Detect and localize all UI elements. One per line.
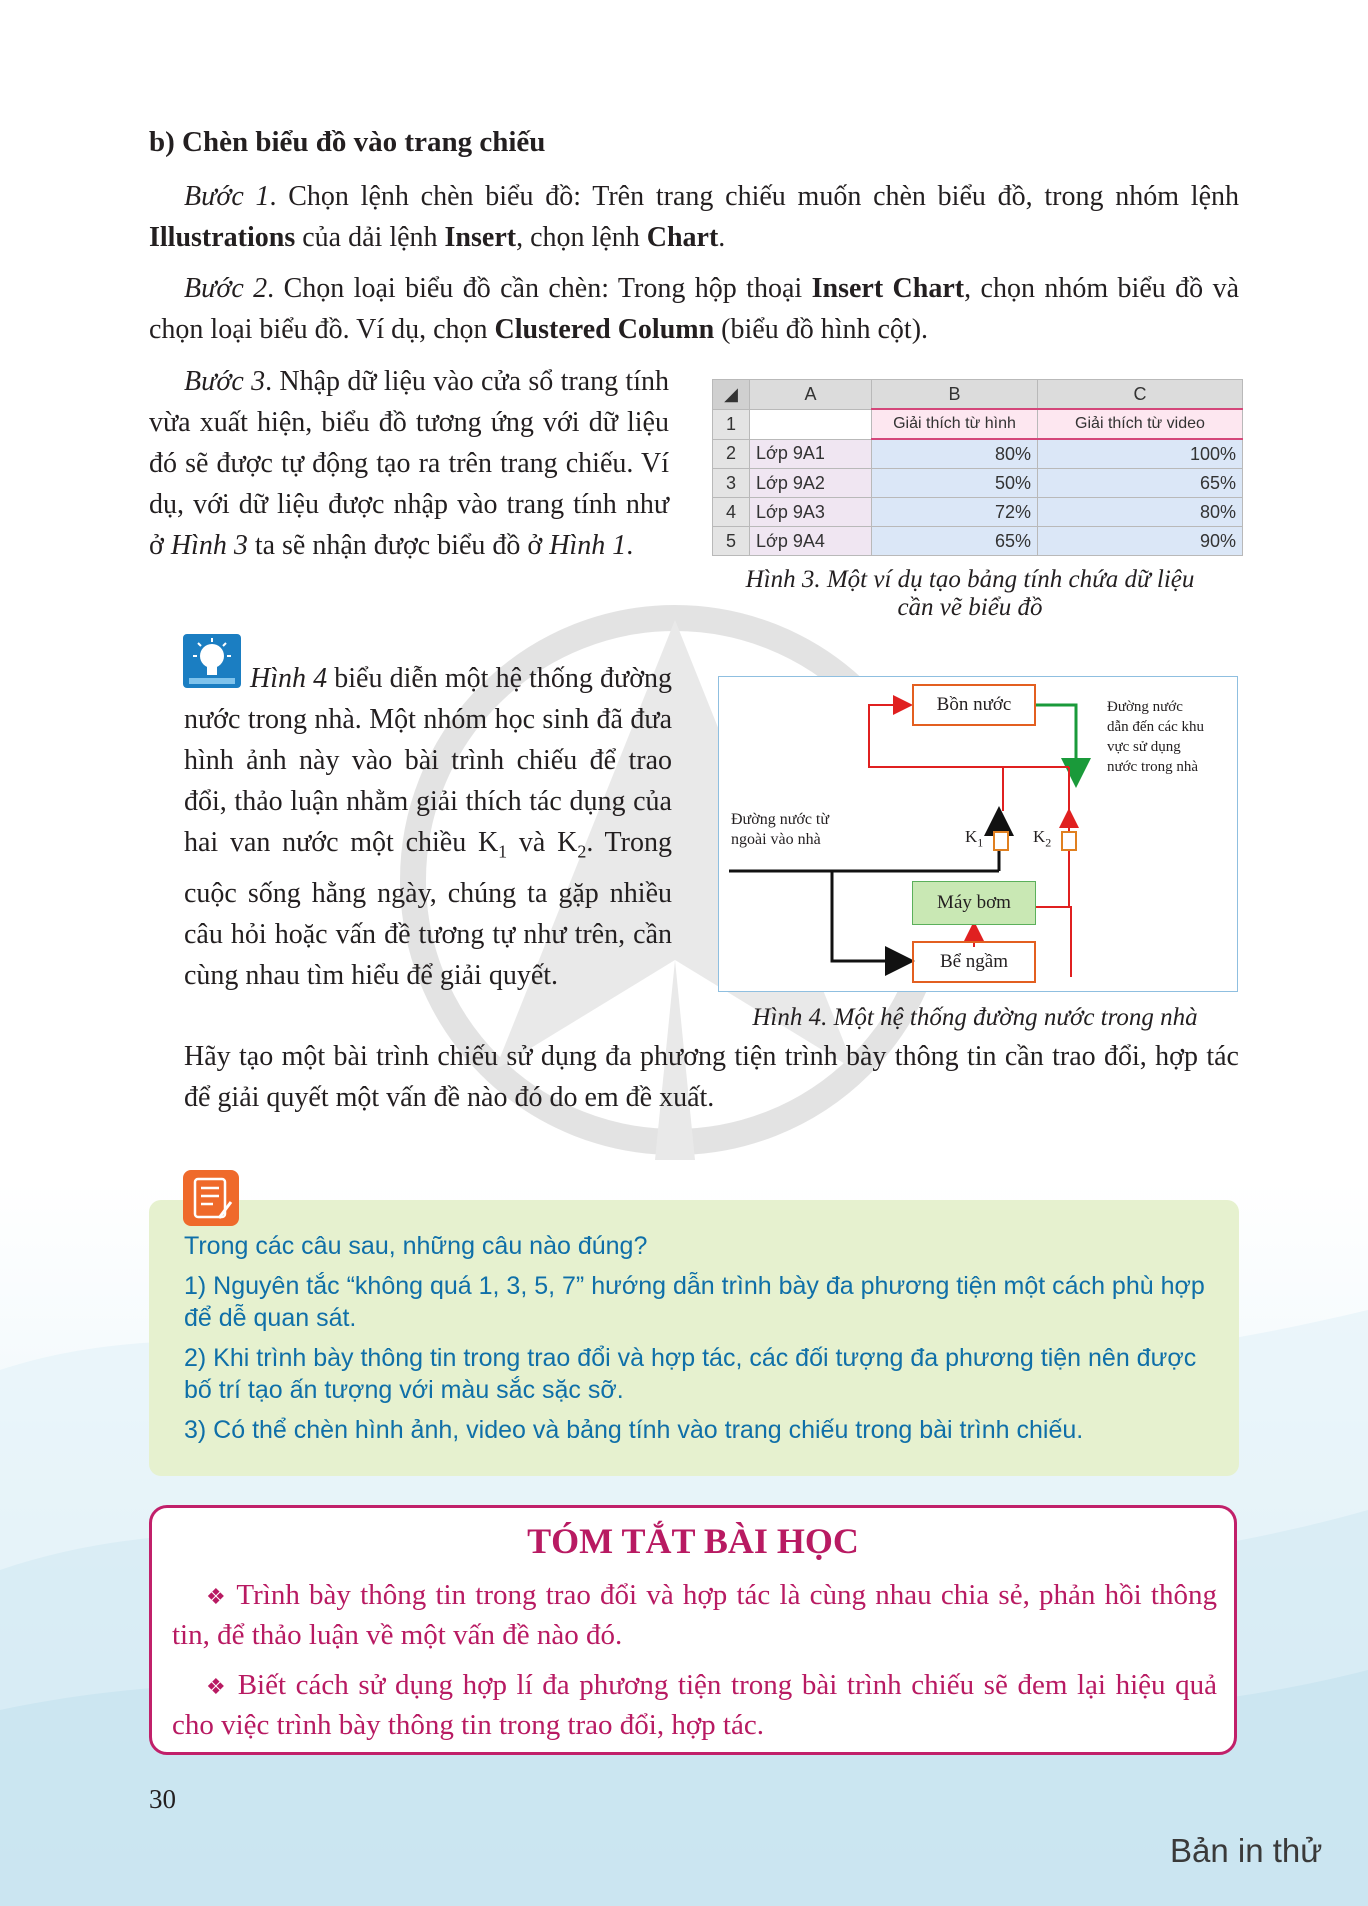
sheet-cell-value: 65%: [1038, 469, 1243, 498]
pump-box: Máy bơm: [912, 881, 1036, 925]
valve-k1-sub: 1: [977, 835, 984, 850]
step3-label: Bước 3: [184, 366, 266, 397]
sheet-cell-value: 65%: [872, 527, 1038, 556]
underground-tank-box: Bể ngầm: [912, 941, 1036, 983]
activity-text: và K: [507, 827, 578, 858]
tank-box: Bồn nước: [912, 684, 1036, 726]
activity-sub-k1: 1: [498, 841, 508, 862]
figure3-caption: [700, 566, 1240, 622]
table-row: [713, 498, 1243, 527]
activity-task-paragraph: [184, 1036, 1239, 1118]
table-row: [713, 527, 1243, 556]
sheet-header-c: Giải thích từ video: [1038, 409, 1243, 439]
valve-k2-label: [1033, 827, 1051, 852]
diamond-bullet-icon: ❖: [206, 1674, 229, 1699]
activity-sub-k2: 2: [577, 841, 587, 862]
figure3-caption-line1: Hình 3. Một ví dụ tạo bảng tính chứa dữ liệu: [745, 566, 1195, 593]
outlet-label-line: Đường nước: [1107, 699, 1183, 715]
activity-task-text: Hãy tạo một bài trình chiếu sử dụng đa phương tiện trình bày thông tin cần trao đổi, hợp tác để giải quyết một vấn đề nào đó do em đề xuất.: [184, 1041, 1239, 1113]
step3-text: ta sẽ nhận được biểu đồ ở: [247, 530, 550, 561]
step1-bold-chart: Chart: [646, 222, 719, 253]
sheet-cell-class: Lớp 9A2: [750, 469, 872, 498]
activity-ref-hinh4: Hình 4: [250, 663, 328, 694]
valve-k1-letter: K: [965, 827, 978, 846]
step2-paragraph: [149, 268, 1239, 350]
activity-paragraph: [184, 658, 672, 996]
figure4-caption: Hình 4. Một hệ thống đường nước trong nhà: [752, 1004, 1198, 1031]
step1-bold-illustrations: Illustrations: [149, 222, 296, 253]
sheet-corner: ◢: [713, 380, 750, 410]
sheet-cell-value: 80%: [1038, 498, 1243, 527]
sheet-row-number: 4: [713, 498, 750, 527]
spreadsheet-column-header-row: [713, 380, 1243, 410]
sheet-cell-a1: [750, 409, 872, 439]
outlet-label-line: nước trong nhà: [1107, 759, 1199, 775]
step1-text: của dải lệnh: [295, 222, 445, 253]
step2-text: (biểu đồ hình cột).: [714, 314, 929, 345]
question-item-3: 3) Có thể chèn hình ảnh, video và bảng tính vào trang chiếu trong bài trình chiếu.: [184, 1416, 1084, 1444]
valve-k2-sub: 2: [1045, 835, 1052, 850]
valve-k1-icon: [994, 832, 1008, 850]
step2-text: , chọn nhóm biểu đồ và chọn loại biểu đồ. Ví dụ, chọn: [149, 273, 1240, 345]
step2-bold-insert-chart: Insert Chart: [811, 273, 965, 304]
step1-text: . Chọn lệnh chèn biểu đồ: Trên trang chiếu muốn chèn biểu đồ, trong nhóm lệnh: [269, 181, 1239, 212]
step1-paragraph: [149, 176, 1239, 258]
step1-text: , chọn lệnh: [516, 222, 647, 253]
step3-text: . Nhập dữ liệu vào cửa sổ trang tính vừa xuất hiện, biểu đồ tương ứng với dữ liệu đó sẽ được tự động tạo ra trên trang chiếu. Ví dụ, với dữ liệu được nhập vào trang tính như ở: [149, 366, 669, 561]
sheet-col-b: B: [872, 380, 1038, 410]
sheet-cell-value: 100%: [1038, 439, 1243, 469]
valve-k2-letter: K: [1033, 827, 1046, 846]
sheet-row-number: 3: [713, 469, 750, 498]
sheet-header-b: Giải thích từ hình: [872, 409, 1038, 439]
inlet-label-line: ngoài vào nhà: [731, 831, 821, 848]
sheet-row-number: 2: [713, 439, 750, 469]
sheet-cell-value: 72%: [872, 498, 1038, 527]
sheet-col-c: C: [1038, 380, 1243, 410]
outlet-label: [1107, 697, 1204, 777]
water-system-diagram: [718, 676, 1238, 992]
step2-bold-clustered-column: Clustered Column: [494, 314, 715, 345]
sheet-cell-class: Lớp 9A3: [750, 498, 872, 527]
valve-k2-icon: [1062, 832, 1076, 850]
step3-ref-hinh1: Hình 1: [549, 530, 627, 561]
question-prompt: Trong các câu sau, những câu nào đúng?: [184, 1232, 648, 1260]
step3-text: .: [626, 530, 634, 561]
checklist-icon: [183, 1170, 239, 1226]
summary-title: TÓM TẮT BÀI HỌC: [527, 1521, 859, 1561]
figure3-caption-line2: cần vẽ biểu đồ: [897, 594, 1043, 621]
question-item-1: 1) Nguyên tắc “không quá 1, 3, 5, 7” hướng dẫn trình bày đa phương tiện một cách phù hợp để dễ quan sát.: [184, 1272, 1205, 1332]
inlet-label-line: Đường nước từ: [731, 811, 830, 828]
valve-k1-label: [965, 827, 983, 852]
spreadsheet-table: [712, 379, 1243, 556]
step1-text: .: [718, 222, 726, 253]
page-number: 30: [149, 1784, 176, 1814]
table-row: [713, 469, 1243, 498]
sheet-col-a: A: [750, 380, 872, 410]
step3-paragraph: [149, 361, 669, 566]
sheet-cell-value: 50%: [872, 469, 1038, 498]
step3-ref-hinh3: Hình 3: [170, 530, 248, 561]
outlet-label-line: vực sử dụng: [1107, 739, 1181, 755]
draft-label: Bản in thử: [1170, 1832, 1323, 1869]
activity-text: biểu diễn một hệ thống đường nước trong nhà. Một nhóm học sinh đã đưa hình ảnh này vào bài trình chiếu để trao đổi, thảo luận nhằm giải thích tác dụng của hai van nước một chiều K: [184, 663, 672, 858]
step2-text: . Chọn loại biểu đồ cần chèn: Trong hộp thoại: [267, 273, 812, 304]
summary-item-2: [172, 1666, 1217, 1744]
outlet-label-line: dẫn đến các khu: [1107, 719, 1205, 735]
question-item-2: 2) Khi trình bày thông tin trong trao đổi và hợp tác, các đối tượng đa phương tiện nên được bố trí tạo ấn tượng với màu sắc sặc sỡ.: [184, 1344, 1197, 1404]
sheet-row-number: 5: [713, 527, 750, 556]
sheet-cell-value: 90%: [1038, 527, 1243, 556]
sheet-cell-value: 80%: [872, 439, 1038, 469]
summary-item-text: Trình bày thông tin trong trao đổi và hợp tác là cùng nhau chia sẻ, phản hồi thông tin, để thảo luận về một vấn đề nào đó.: [172, 1579, 1217, 1651]
step2-label: Bước 2: [184, 273, 268, 304]
section-heading: b) Chèn biểu đồ vào trang chiếu: [149, 126, 546, 158]
table-row: [713, 409, 1243, 439]
step1-bold-insert: Insert: [444, 222, 517, 253]
diamond-bullet-icon: ❖: [206, 1584, 228, 1609]
sheet-row-number: 1: [713, 409, 750, 439]
inlet-label: [731, 810, 829, 850]
summary-item-text: Biết cách sử dụng hợp lí đa phương tiện trong bài trình chiếu sẽ đem lại hiệu quả cho việc trình bày thông tin trong trao đổi, hợp tác.: [172, 1669, 1218, 1741]
table-row: [713, 439, 1243, 469]
activity-text: . Trong cuộc sống hằng ngày, chúng ta gặp nhiều câu hỏi hoặc vấn đề tương tự như trên, cần cùng nhau tìm hiểu để giải quyết.: [184, 827, 672, 991]
sheet-cell-class: Lớp 9A1: [750, 439, 872, 469]
sheet-cell-class: Lớp 9A4: [750, 527, 872, 556]
step1-label: Bước 1: [184, 181, 270, 212]
summary-item-1: [172, 1576, 1217, 1654]
